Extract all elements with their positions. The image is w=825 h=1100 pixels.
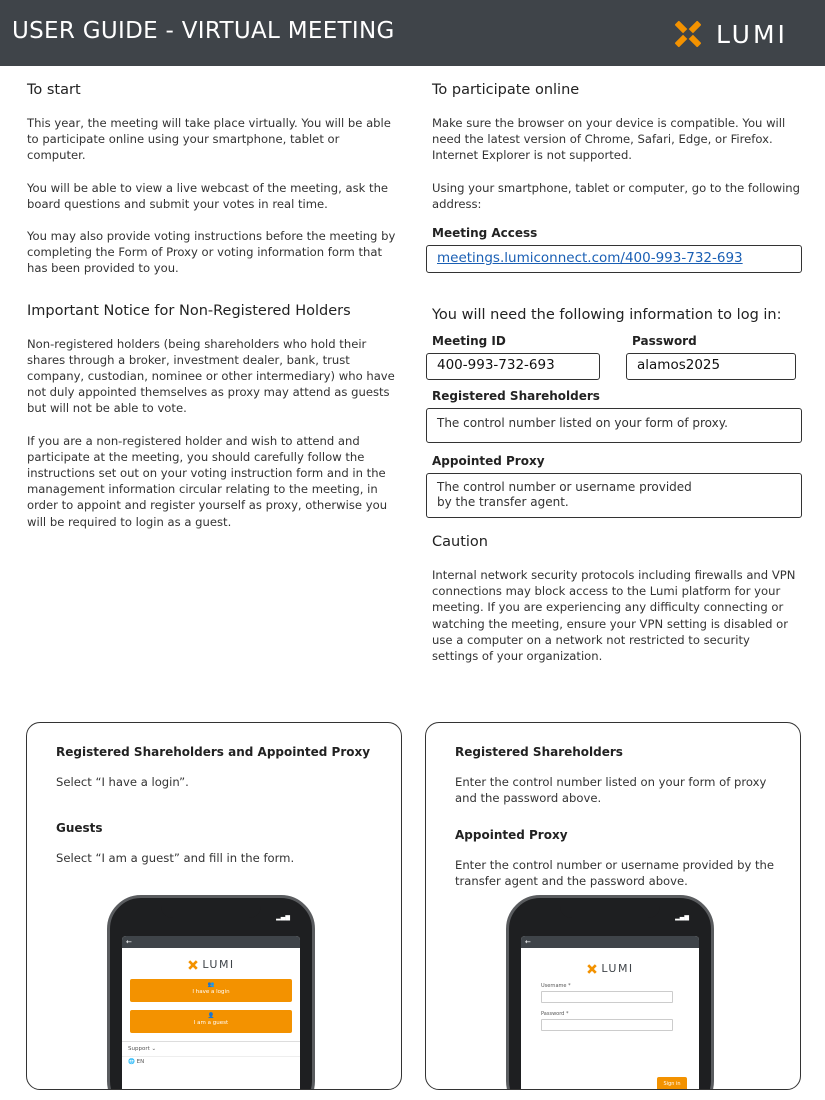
phone-lumi-logo [521,962,699,975]
card2-text-1: Enter the control number listed on your form of proxy and the password above. [455,775,767,805]
phone-notch [560,898,660,918]
user-pair-icon: 👥 [207,982,215,988]
participate-paragraph-1: Make sure the browser on your device is compatible. You will need the latest version of Chrome, Safari, Edge, or Firefox. Internet Explorer is not supported. [432,116,786,163]
card2-heading-2: Appointed Proxy [455,828,568,842]
start-paragraph-1: This year, the meeting will take place virtually. You will be able to participate online using your smartphone, tablet or computer. [27,116,391,163]
have-login-label: I have a login [192,989,230,995]
back-arrow-icon: ← [521,936,699,948]
globe-icon: 🌐 [128,1059,135,1065]
lumi-x-logo-icon [187,959,199,971]
password-group [632,334,796,380]
login-info-heading: You will need the following information to log in: [432,307,782,324]
have-login-button[interactable] [130,979,292,1002]
registered-shareholders-box: The control number listed on your form of proxy. [426,408,802,443]
start-heading: To start [27,82,81,98]
meeting-access-box [426,245,802,273]
status-icons: ▂▄▆ [675,914,689,921]
status-icons: ▂▄▆ [276,914,290,921]
meeting-id-box: 400-993-732-693 [426,353,600,380]
caution-paragraph: Internal network security protocols including firewalls and VPN connections may block access to the Lumi platform for your meeting. If you are experiencing any difficulty connecting or watching the meeting, ensure your VPN setting is disabled or use a computer on a network not restricted to security settings of your organization. [432,568,796,664]
card1-text-1: Select “I have a login”. [56,775,189,789]
card1-heading-2: Guests [56,820,103,835]
credentials-row [426,334,802,380]
right-column [432,82,802,680]
notice-heading: Important Notice for Non-Registered Holders [27,302,351,319]
password-box: alamos2025 [626,353,796,380]
user-icon: 👤 [207,1013,215,1019]
username-input[interactable] [541,991,673,1003]
username-label: Username * [541,983,571,989]
lumi-x-logo-icon [586,963,598,975]
meeting-id-group [426,334,600,380]
phone-screen [122,936,300,1090]
password-field-label: Password * [541,1011,569,1017]
phone-logo-text: LUMI [202,958,235,971]
phone-lumi-logo [122,958,300,971]
support-label: Support [128,1046,150,1052]
start-paragraph-3: You may also provide voting instructions before the meeting by completing the Form of Proxy or voting information form that has been provided to you. [27,229,396,276]
meeting-access-link[interactable]: meetings.lumiconnect.com/400-993-732-693 [437,250,743,267]
language-selector[interactable] [122,1056,300,1067]
password-input[interactable] [541,1019,673,1031]
lumi-logo [670,16,788,52]
meeting-id-label: Meeting ID [432,334,506,349]
start-paragraph-2: You will be able to view a live webcast of the meeting, ask the board questions and submit your votes in real time. [27,180,389,211]
participate-heading: To participate online [432,82,580,98]
card2-heading-1: Registered Shareholders [455,745,623,759]
language-label: EN [136,1059,145,1065]
lumi-x-logo-icon [670,16,706,52]
card1-heading-1: Registered Shareholders and Appointed Proxy [56,745,371,759]
notice-paragraph-2: If you are a non-registered holder and wish to attend and participate at the meeting, you should carefully follow the instructions set out on your voting instruction form and in the management information circular relating to the meeting, in order to appoint and register yourself as proxy, otherwise you will be required to login as a guest. [27,433,388,529]
chevron-down-icon: ⌄ [151,1046,157,1052]
phone-mockup [506,895,714,1090]
card1-text-2: Select “I am a guest” and fill in the form. [56,850,295,865]
back-arrow-icon: ← [122,936,300,948]
appointed-proxy-label: Appointed Proxy [432,454,545,469]
guest-login-card [26,722,402,1090]
password-label: Password [632,334,697,349]
participate-paragraph-2: Using your smartphone, tablet or computer, go to the following address: [432,180,801,211]
registered-shareholders-label: Registered Shareholders [432,389,600,404]
header-bar [0,0,825,66]
guest-button[interactable] [130,1010,292,1033]
meeting-access-label: Meeting Access [432,226,538,241]
card2-text-2: Enter the control number or username provided by the transfer agent and the password above. [455,858,775,888]
sign-in-button[interactable]: Sign in [657,1077,687,1090]
phone-mockup [107,895,315,1090]
appointed-proxy-text: The control number or username provided by the transfer agent. [437,480,692,510]
logo-text: LUMI [716,19,788,49]
guest-label: I am a guest [193,1020,229,1026]
page-title: USER GUIDE - VIRTUAL MEETING [12,18,395,44]
appointed-proxy-box [426,473,802,518]
notice-paragraph-1: Non-registered holders (being shareholders who hold their shares through a broker, investment dealer, bank, trust company, custodian, nominee or other intermediary) who have not duly appointed themselves as proxy may attend as guests but will not be able to vote. [27,336,395,416]
phone-screen [521,936,699,1090]
shareholder-login-card [425,722,801,1090]
phone-notch [161,898,261,918]
phone-logo-text: LUMI [601,962,634,975]
caution-heading: Caution [432,534,488,551]
support-menu[interactable] [122,1041,300,1056]
left-column [27,82,397,546]
